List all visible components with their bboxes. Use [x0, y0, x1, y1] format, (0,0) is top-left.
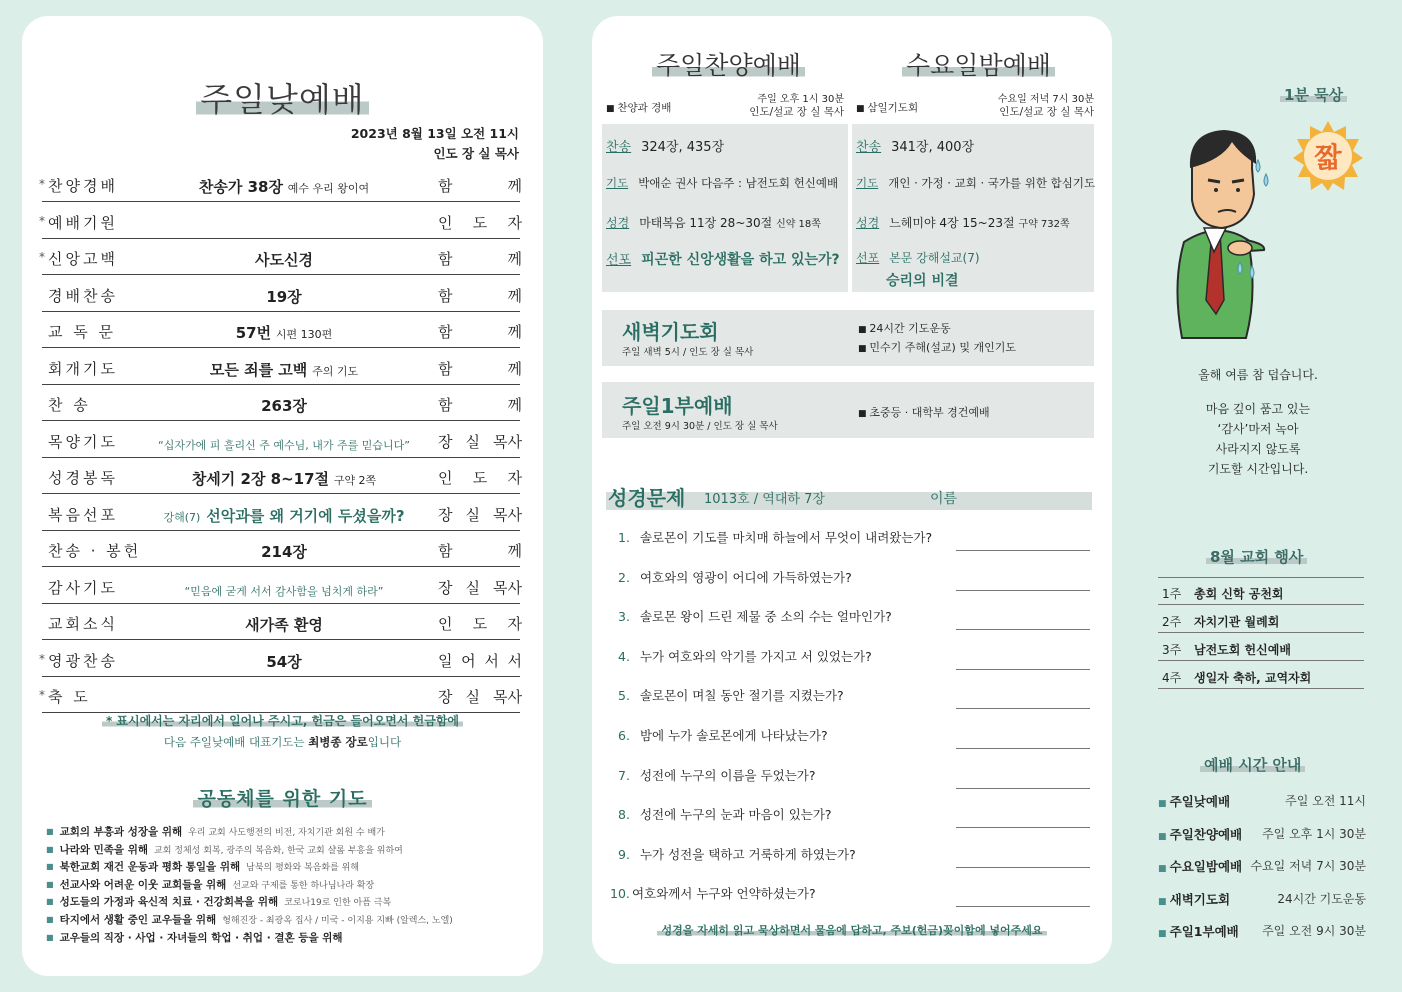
- order-label: 찬 송: [48, 396, 91, 414]
- first-service-title: 주일1부예배: [622, 394, 733, 418]
- prayer-item: ■ 선교사와 어려운 이웃 교회들을 위해 선교와 구제를 통한 하나님나라 확장: [46, 877, 374, 892]
- service-name: ■ 수요일밤예배: [1158, 857, 1242, 875]
- order-content: 창세기 2장 8~17절 구약 2쪽: [191, 470, 377, 488]
- service-time: 수요일 저녁 7시 30분: [1250, 859, 1366, 873]
- sunday-time: 주일 오후 1시 30분: [757, 94, 844, 105]
- order-person: 함 께: [438, 396, 522, 414]
- order-label: 성경봉독: [48, 469, 118, 487]
- sun-badge-icon: [1292, 120, 1364, 192]
- order-person: 장 실 목사: [438, 578, 522, 597]
- service-date: 2023년 8월 13일 오전 11시: [350, 126, 519, 141]
- standing-note: * 표시에서는 자리에서 일어나 주시고, 헌금은 들어오면서 헌금함에: [22, 712, 543, 729]
- service-name: ■ 주일찬양예배: [1158, 825, 1242, 843]
- quiz-question: 8. 성전에 누구의 눈과 마음이 있는가?: [618, 807, 832, 823]
- answer-line[interactable]: [956, 669, 1090, 670]
- dawn-title: 새벽기도회: [622, 320, 719, 344]
- event-week: 2주: [1162, 615, 1182, 629]
- answer-line[interactable]: [956, 748, 1090, 749]
- order-person: 인 도 자: [438, 469, 522, 487]
- order-content: 214장: [261, 543, 307, 561]
- order-row: [42, 464, 520, 494]
- standing-mark: *: [39, 177, 45, 191]
- question-number: 10.: [610, 886, 630, 902]
- event-week: 4주: [1162, 671, 1182, 685]
- quiz-question: 4. 누가 여호와의 악기를 가지고 서 있었는가?: [618, 648, 872, 664]
- order-content: “믿음에 굳게 서서 감사함을 넘치게 하라”: [184, 584, 384, 598]
- order-content: 사도신경: [255, 251, 313, 269]
- badge-text: 짧: [1314, 141, 1342, 174]
- answer-line[interactable]: [956, 629, 1090, 630]
- wed-sermon: 선포 본문 강해설교(7): [856, 251, 980, 265]
- quiz-question: 10. 여호와께서 누구와 언약하셨는가?: [610, 886, 816, 902]
- order-person: 인 도 자: [438, 615, 522, 633]
- order-label: 감사기도: [48, 578, 118, 597]
- quiz-question: 6. 밤에 누가 솔로몬에게 나타났는가?: [618, 728, 828, 743]
- standing-mark: *: [39, 250, 45, 264]
- answer-line[interactable]: [956, 867, 1090, 868]
- meditation-line: 마음 깊이 품고 있는: [1205, 402, 1311, 416]
- wed-leader: 인도/설교 장 실 목사: [999, 106, 1094, 118]
- order-content: 찬송가 38장 예수 우리 왕이여: [198, 178, 370, 196]
- service-name: ■ 새벽기도회: [1158, 890, 1230, 908]
- event-text: 총회 신학 공천회: [1194, 587, 1284, 601]
- service-name: ■ 주일낮예배: [1158, 792, 1230, 810]
- event-row: [1158, 578, 1364, 605]
- meditation-line: ‘감사’마저 녹아: [1217, 422, 1299, 436]
- dawn-item-1: ■ 24시간 기도운동: [858, 320, 951, 336]
- question-number: 7.: [618, 767, 630, 783]
- prayer-section-title: 공동체를 위한 기도: [22, 784, 543, 811]
- quiz-question: 3. 솔로몬 왕이 드린 제물 중 소의 수는 얼마인가?: [618, 609, 892, 625]
- question-number: 1.: [618, 530, 630, 545]
- quiz-name-label: 이름: [930, 491, 958, 507]
- question-number: 3.: [618, 609, 630, 625]
- prayer-item: ■ 성도들의 가정과 육신적 치료 · 건강회복을 위해 코로나19로 인한 아픔 극복: [46, 894, 391, 909]
- meditation-text: [1150, 399, 1366, 479]
- order-person: 인 도 자: [438, 213, 522, 232]
- order-content: 54장: [266, 652, 302, 671]
- events-title: 8월 교회 행사: [1206, 546, 1307, 567]
- question-number: 8.: [618, 807, 630, 823]
- order-row: [42, 537, 520, 567]
- wed-prayer: 기도 개인 · 가정 · 교회 · 국가를 위한 합심기도: [856, 176, 1096, 190]
- answer-line[interactable]: [956, 550, 1090, 551]
- order-person: 장 실 목사: [438, 688, 522, 706]
- service-time: 주일 오전 11시: [1285, 794, 1366, 808]
- order-label: 교 독 문: [48, 323, 117, 341]
- wed-hymn: 찬송 341장, 400장: [856, 140, 975, 155]
- order-person: 일 어 서 서: [438, 651, 522, 670]
- prayer-item: ■ 교우들의 직장 · 사업 · 자녀들의 학업 · 취업 · 결혼 등을 위해: [46, 930, 343, 945]
- question-number: 6.: [618, 728, 630, 743]
- prayer-item: ■ 타지에서 생활 중인 교우들을 위해 형해진장 - 최광옥 집사 / 미국 - 이지용 지빠 (알렉스, 노엘): [46, 912, 453, 927]
- first-service-time: 주일 오전 9시 30분 / 인도 장 실 목사: [622, 421, 778, 432]
- answer-line[interactable]: [956, 590, 1090, 591]
- sweating-man-illustration: [1162, 124, 1284, 344]
- quiz-question: 5. 솔로몬이 며칠 동안 절기를 지켰는가?: [618, 688, 844, 704]
- left-panel: [22, 16, 543, 976]
- order-label: 신앙고백: [48, 250, 118, 268]
- meditation-line-1: 올해 여름 참 덥습니다.: [1198, 368, 1318, 382]
- sunday-praise-title: 주일찬양예배: [652, 46, 805, 82]
- order-label: 교회소식: [48, 615, 118, 633]
- answer-line[interactable]: [956, 788, 1090, 789]
- event-text: 생일자 축하, 교역자회: [1194, 671, 1312, 685]
- order-label: 영광찬송: [48, 651, 118, 670]
- standing-mark: *: [39, 651, 45, 666]
- order-label: 목양기도: [48, 432, 118, 451]
- order-person: 함 께: [438, 323, 522, 341]
- order-content: 57번 시편 130편: [235, 324, 333, 342]
- wednesday-box: [852, 124, 1094, 292]
- sunday-praise-box: [602, 124, 848, 292]
- order-row: [39, 683, 522, 713]
- order-label: 축 도: [48, 688, 91, 706]
- standing-mark: *: [39, 213, 45, 228]
- order-person: 장 실 목사: [438, 432, 522, 451]
- order-person: 함 께: [438, 177, 522, 195]
- answer-line[interactable]: [956, 906, 1090, 907]
- wed-bible: 성경 느헤미야 4장 15~23절 구약 732쪽: [856, 216, 1070, 230]
- event-week: 1주: [1162, 587, 1182, 601]
- order-row: [42, 282, 520, 312]
- order-row: [39, 245, 522, 275]
- standing-mark: *: [39, 688, 45, 702]
- wed-sermon-title: 승리의 비결: [886, 273, 959, 289]
- order-content: “십자가에 피 흘리신 주 예수님, 내가 주를 믿습니다”: [158, 438, 410, 452]
- order-row: [42, 574, 520, 604]
- order-label: 경배찬송: [48, 286, 118, 305]
- order-row: [39, 172, 522, 202]
- page-title: 주일낮예배: [22, 74, 543, 121]
- question-number: 5.: [618, 688, 630, 704]
- order-row: [39, 647, 522, 677]
- order-content: 강해(7) 선악과를 왜 거기에 두셨을까?: [163, 506, 405, 525]
- order-row: [42, 428, 520, 458]
- event-row: [1158, 606, 1364, 633]
- service-time: 주일 오후 1시 30분: [1262, 826, 1366, 841]
- sunday-prayer: 기도 박애순 권사 다음주 : 남전도회 헌신예배: [606, 176, 839, 190]
- order-person: 함 께: [438, 286, 522, 305]
- first-service-box: [602, 382, 1094, 438]
- question-number: 2.: [618, 569, 630, 585]
- order-label: 예배기원: [48, 213, 118, 232]
- sunday-sermon: 선포 피곤한 신앙생활을 하고 있는가?: [606, 252, 840, 268]
- dawn-prayer-box: [602, 310, 1094, 366]
- order-row: [42, 391, 520, 421]
- prayer-item: ■ 북한교회 재건 운동과 평화 통일을 위해 남북의 평화와 복음화를 위해: [46, 859, 359, 874]
- quiz-note: 성경을 자세히 읽고 묵상하면서 물음에 답하고, 주보(헌금)꽂이함에 넣어주세요: [592, 922, 1112, 938]
- order-row: [42, 501, 520, 531]
- order-content: 263장: [261, 397, 307, 415]
- sunday-hymn: 찬송 324장, 435장: [606, 140, 725, 155]
- order-person: 함 께: [438, 250, 522, 268]
- sunday-bible: 성경 마태복음 11장 28~30절 신약 18쪽: [606, 216, 821, 230]
- order-person: 함 께: [438, 359, 522, 378]
- service-time: 24시간 기도운동: [1277, 891, 1366, 906]
- answer-line[interactable]: [956, 708, 1090, 709]
- event-row: [1158, 662, 1364, 689]
- meditation-line: 기도할 시간입니다.: [1207, 462, 1309, 476]
- middle-panel: [592, 16, 1112, 964]
- quiz-question: 2. 여호와의 영광이 어디에 가득하였는가?: [618, 569, 852, 585]
- quiz-title: 성경문제: [608, 486, 686, 510]
- order-label: 찬양경배: [48, 177, 118, 195]
- prayer-item: ■ 교회의 부흥과 성장을 위해 우리 교회 사도행전의 비전, 자치기관 회원 수 배가: [46, 824, 385, 839]
- service-leader: 인도 장 실 목사: [433, 146, 519, 161]
- service-name: ■ 주일1부예배: [1158, 922, 1239, 940]
- quiz-question: 9. 누가 성전을 택하고 거룩하게 하였는가?: [618, 846, 856, 862]
- order-content: 모든 죄를 고백 주의 기도: [209, 360, 359, 379]
- event-row: [1158, 634, 1364, 661]
- quiz-subtitle: 1013호 / 역대하 7장: [704, 492, 825, 507]
- dawn-item-2: ■ 민수기 주해(설교) 및 개인기도: [858, 339, 1016, 355]
- event-text: 남전도회 헌신예배: [1194, 643, 1291, 657]
- meditation-line: 사라지지 않도록: [1215, 442, 1301, 456]
- order-person: 장 실 목사: [438, 505, 522, 524]
- question-number: 4.: [618, 648, 630, 664]
- wed-time: 수요일 저녁 7시 30분: [997, 94, 1094, 105]
- service-time: 주일 오전 9시 30분: [1262, 924, 1366, 938]
- order-label: 찬송 · 봉헌: [48, 542, 142, 560]
- order-content: 19장: [266, 287, 302, 306]
- order-content: 새가족 환영: [245, 616, 323, 634]
- quiz-question: 7. 성전에 누구의 이름을 두었는가?: [618, 767, 816, 783]
- order-row: [42, 355, 520, 385]
- order-row: [39, 209, 522, 239]
- meditation-title: 1분 묵상: [1280, 84, 1347, 105]
- sunday-type: ■ 찬양과 경배: [606, 100, 671, 115]
- event-text: 자치기관 월례회: [1194, 615, 1280, 629]
- order-row: [42, 318, 520, 348]
- order-label: 복음선포: [48, 505, 118, 524]
- order-person: 함 께: [438, 542, 522, 560]
- answer-line[interactable]: [956, 827, 1090, 828]
- question-number: 9.: [618, 846, 630, 862]
- quiz-question: 1. 솔로몬이 기도를 마치매 하늘에서 무엇이 내려왔는가?: [618, 530, 933, 545]
- sunday-leader: 인도/설교 장 실 목사: [749, 106, 844, 118]
- order-label: 회개기도: [48, 359, 118, 378]
- order-row: [42, 610, 520, 640]
- event-week: 3주: [1162, 643, 1182, 657]
- service-times-title: 예배 시간 안내: [1200, 754, 1305, 775]
- first-service-item: ■ 초중등 · 대학부 경건예배: [858, 404, 990, 420]
- prayer-item: ■ 나라와 민족을 위해 교회 정체성 회복, 광주의 복음화, 한국 교회 샬롬 부흥을 위하여: [46, 842, 403, 857]
- next-prayer-note: 다음 주일낮예배 대표기도는 최병종 장로입니다: [163, 735, 402, 749]
- dawn-time: 주일 새벽 5시 / 인도 장 실 목사: [622, 347, 754, 358]
- wednesday-title: 수요일밤예배: [902, 46, 1055, 82]
- wed-type: ■ 삼일기도회: [856, 100, 918, 115]
